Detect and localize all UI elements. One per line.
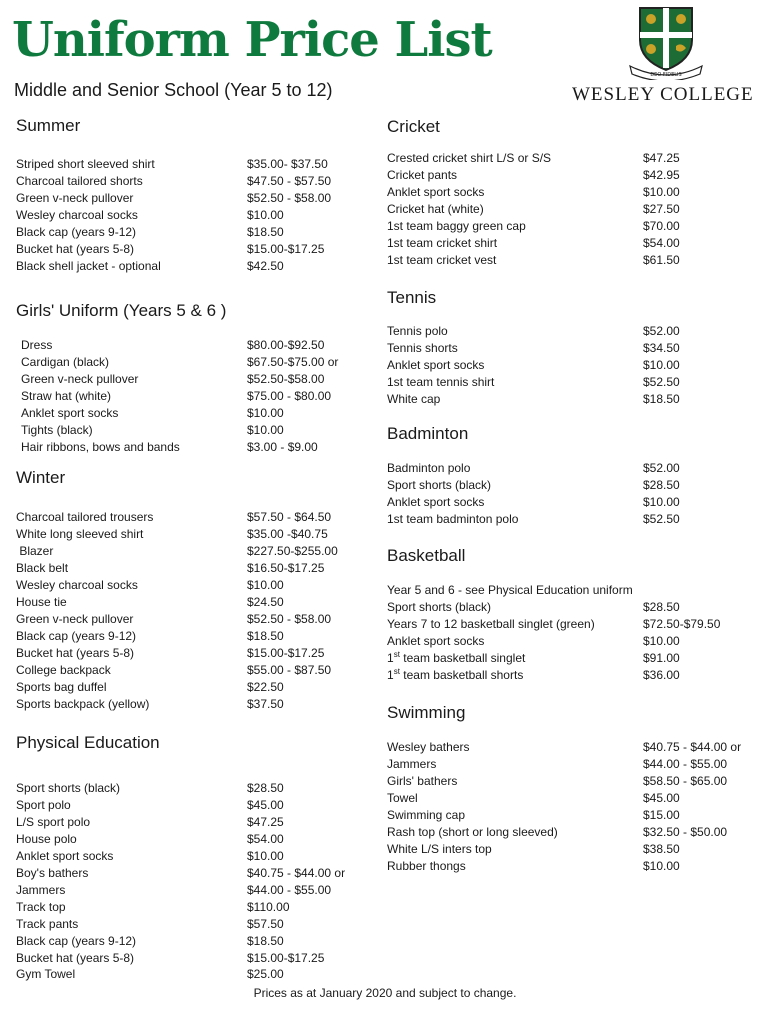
price-row [387,460,680,477]
price-row [16,950,325,967]
price-row [16,611,332,628]
price-row [387,235,680,252]
item-price: $36.00 [643,668,680,682]
item-price: $25.00 [247,967,284,981]
item-name: Track top [16,900,66,914]
price-row [16,439,318,456]
item-name: Green v-neck pullover [16,612,134,626]
price-row [387,391,680,408]
badminton-heading: Badminton [387,424,469,443]
item-name: White cap [387,392,441,406]
item-name: Black cap (years 9-12) [16,629,137,643]
price-row [387,374,680,391]
price-row [387,650,680,667]
item-name: 1st team cricket shirt [387,236,498,250]
price-row [16,780,284,797]
college-name: WESLEY COLLEGE [572,84,754,105]
summer-heading: Summer [16,116,81,135]
price-row [387,150,680,167]
price-row [16,899,290,916]
item-price: $52.00 [643,324,680,338]
item-price: $3.00 - $9.00 [247,440,318,454]
price-row [387,599,680,616]
price-row [16,258,284,275]
item-name: Swimming cap [387,808,466,822]
item-name: Years 7 to 12 basketball singlet (green) [387,617,595,631]
item-price: $10.00 [643,634,680,648]
price-row [16,173,332,190]
price-row [16,560,325,577]
price-row [16,662,332,679]
girls-uniform-heading: Girls' Uniform (Years 5 & 6 ) [16,301,227,320]
item-price: $24.50 [247,595,284,609]
item-name: Cricket hat (white) [387,202,484,216]
price-row [387,494,680,511]
item-name: Sport shorts (black) [16,781,121,795]
item-price: $45.00 [247,798,284,812]
item-price: $227.50-$255.00 [247,544,338,558]
item-name: Wesley bathers [387,740,470,754]
price-row [16,388,332,405]
price-row [16,967,284,981]
item-price: $37.50 [247,697,284,711]
item-name: Striped short sleeved shirt [16,157,155,171]
item-name: 1st team baggy green cap [387,219,526,233]
item-name: 1st team cricket vest [387,253,497,267]
item-name: Rash top (short or long sleeved) [387,825,558,839]
item-price: $10.00 [247,208,284,222]
basketball-section [387,545,721,684]
item-price: $47.25 [643,151,680,165]
footer-note: Prices as at January 2020 and subject to change. [253,986,517,1000]
item-price: $28.50 [247,781,284,795]
item-name: Charcoal tailored shorts [16,174,143,188]
price-row [16,337,325,354]
item-name: Towel [387,791,418,805]
item-price: $47.25 [247,815,284,829]
item-name: Straw hat (white) [21,389,112,403]
page-subtitle: Middle and Senior School (Year 5 to 12) [14,80,333,100]
item-name: Girls' bathers [387,774,458,788]
item-price: $10.00 [247,423,284,437]
item-price: $110.00 [247,900,290,914]
item-name: 1st team basketball singlet [387,650,526,665]
item-name: Anklet sport socks [387,185,485,199]
item-price: $44.00 - $55.00 [247,883,332,897]
basketball-note: Year 5 and 6 - see Physical Education uniform [387,583,633,597]
basketball-heading: Basketball [387,546,466,565]
item-price: $18.50 [643,392,680,406]
item-name: Cardigan (black) [21,355,110,369]
item-price: $61.50 [643,253,680,267]
cricket-section [387,116,680,269]
item-name: Hair ribbons, bows and bands [21,440,180,454]
item-price: $15.00 [643,808,680,822]
item-name: Green v-neck pullover [16,191,134,205]
item-name: Dress [21,338,53,352]
item-price: $47.50 - $57.50 [247,174,332,188]
item-price: $28.50 [643,478,680,492]
price-row [16,156,328,173]
item-price: $72.50-$79.50 [643,617,721,631]
item-name: Black cap (years 9-12) [16,934,137,948]
item-name: Jammers [387,757,437,771]
item-price: $52.50-$58.00 [247,372,325,386]
item-name: Bucket hat (years 5-8) [16,951,135,965]
swimming-section [387,702,742,875]
price-row [387,667,680,684]
item-name: Sport polo [16,798,71,812]
price-row [16,594,284,611]
item-name: L/S sport polo [16,815,91,829]
item-price: $55.00 - $87.50 [247,663,332,677]
item-name: Gym Towel [16,967,76,981]
price-row [387,633,680,650]
item-price: $35.00- $37.50 [247,157,328,171]
item-price: $22.50 [247,680,284,694]
item-price: $91.00 [643,651,680,665]
price-row [16,526,328,543]
price-row [16,848,284,865]
price-row [387,790,680,807]
price-row [16,577,284,594]
price-row [387,841,680,858]
item-price: $10.00 [247,849,284,863]
item-name: Crested cricket shirt L/S or S/S [387,151,552,165]
item-name: Green v-neck pullover [21,372,139,386]
item-name: Anklet sport socks [16,849,114,863]
item-name: Wesley charcoal socks [16,208,138,222]
item-price: $15.00-$17.25 [247,242,325,256]
item-name: Badminton polo [387,461,471,475]
item-name: Anklet sport socks [387,634,485,648]
item-name: Sports bag duffel [16,680,107,694]
item-price: $10.00 [643,185,680,199]
price-row [387,858,680,875]
item-name: Boy's bathers [16,866,89,880]
item-name: Wesley charcoal socks [16,578,138,592]
item-price: $52.50 - $58.00 [247,191,332,205]
price-row [387,824,728,841]
item-price: $40.75 - $44.00 or [247,866,346,880]
item-price: $27.50 [643,202,680,216]
item-price: $10.00 [247,578,284,592]
item-name: Anklet sport socks [387,358,485,372]
price-row [16,509,332,526]
item-name: Tights (black) [21,423,93,437]
item-price: $44.00 - $55.00 [643,757,728,771]
item-name: Cricket pants [387,168,458,182]
price-row [16,422,284,439]
item-price: $57.50 [247,917,284,931]
college-crest-logo [626,4,706,80]
swimming-heading: Swimming [387,703,466,722]
price-row [16,865,346,882]
item-name: College backpack [16,663,111,677]
item-name: Charcoal tailored trousers [16,510,154,524]
item-price: $70.00 [643,219,680,233]
item-name: Anklet sport socks [21,406,119,420]
item-name: Sport shorts (black) [387,600,492,614]
price-row [16,354,339,371]
item-name: Bucket hat (years 5-8) [16,242,135,256]
price-row [16,224,284,241]
item-price: $10.00 [247,406,284,420]
item-name: Track pants [16,917,79,931]
item-price: $80.00-$92.50 [247,338,325,352]
item-price: $52.50 [643,512,680,526]
winter-heading: Winter [16,468,66,487]
item-name: White L/S inters top [387,842,492,856]
price-row [16,831,284,848]
price-row [387,477,680,494]
item-price: $75.00 - $80.00 [247,389,332,403]
tennis-heading: Tennis [387,288,437,307]
item-price: $52.50 - $58.00 [247,612,332,626]
item-price: $15.00-$17.25 [247,951,325,965]
price-row [387,511,680,528]
item-name: Tennis polo [387,324,448,338]
price-row [387,773,728,790]
price-row [16,628,284,645]
price-row [387,218,680,235]
item-price: $10.00 [643,358,680,372]
item-price: $58.50 - $65.00 [643,774,728,788]
item-price: $42.50 [247,259,284,273]
price-row [387,184,680,201]
price-row [16,797,284,814]
price-row [387,357,680,374]
price-row [16,814,284,831]
girls-uniform-section [16,300,339,456]
item-price: $32.50 - $50.00 [643,825,728,839]
price-row [16,645,325,662]
price-row [16,405,284,422]
tennis-section [387,287,680,408]
item-name: 1st team tennis shirt [387,375,495,389]
price-row [387,167,680,184]
price-row [387,323,680,340]
price-row [16,207,284,224]
item-name: Sports backpack (yellow) [16,697,150,711]
item-price: $10.00 [643,859,680,873]
item-name: Jammers [16,883,66,897]
item-price: $67.50-$75.00 or [247,355,339,369]
price-row [387,739,742,756]
price-row [16,543,338,560]
item-price: $45.00 [643,791,680,805]
price-row [16,696,284,713]
physical-education-section [16,732,346,981]
price-row [387,340,680,357]
item-price: $10.00 [643,495,680,509]
item-price: $15.00-$17.25 [247,646,325,660]
price-row [16,679,284,696]
price-row [387,252,680,269]
physical-education-heading: Physical Education [16,733,160,752]
item-price: $54.00 [643,236,680,250]
item-name: Tennis shorts [387,341,458,355]
item-price: $18.50 [247,629,284,643]
cricket-heading: Cricket [387,117,440,136]
price-row [16,190,332,207]
item-name: Black cap (years 9-12) [16,225,137,239]
item-price: $52.00 [643,461,680,475]
item-name: Sport shorts (black) [387,478,492,492]
item-price: $34.50 [643,341,680,355]
price-row [387,807,680,824]
price-row [387,616,721,633]
item-name: White long sleeved shirt [16,527,144,541]
price-row [387,756,728,773]
item-price: $16.50-$17.25 [247,561,325,575]
item-name: Black shell jacket - optional [16,259,161,273]
item-name: Bucket hat (years 5-8) [16,646,135,660]
price-row [16,882,332,899]
item-name: 1st team basketball shorts [387,667,524,682]
page-title: Uniform Price List [12,12,492,68]
summer-section [16,115,332,275]
item-price: $54.00 [247,832,284,846]
item-price: $40.75 - $44.00 or [643,740,742,754]
item-name: Blazer [16,544,54,558]
item-name: 1st team badminton polo [387,512,519,526]
price-row [16,241,325,258]
item-price: $18.50 [247,934,284,948]
item-name: Rubber thongs [387,859,466,873]
item-price: $38.50 [643,842,680,856]
item-price: $57.50 - $64.50 [247,510,332,524]
item-name: House polo [16,832,77,846]
item-price: $28.50 [643,600,680,614]
svg-text:DEO FIDELIS: DEO FIDELIS [650,72,682,78]
winter-section [16,467,338,713]
price-row [16,916,284,933]
badminton-section [387,423,680,528]
price-row [16,371,325,388]
item-price: $18.50 [247,225,284,239]
item-price: $35.00 -$40.75 [247,527,328,541]
item-price: $52.50 [643,375,680,389]
item-price: $42.95 [643,168,680,182]
item-name: Anklet sport socks [387,495,485,509]
item-name: Black belt [16,561,69,575]
price-row [387,201,680,218]
item-name: House tie [16,595,67,609]
price-row [16,933,284,950]
